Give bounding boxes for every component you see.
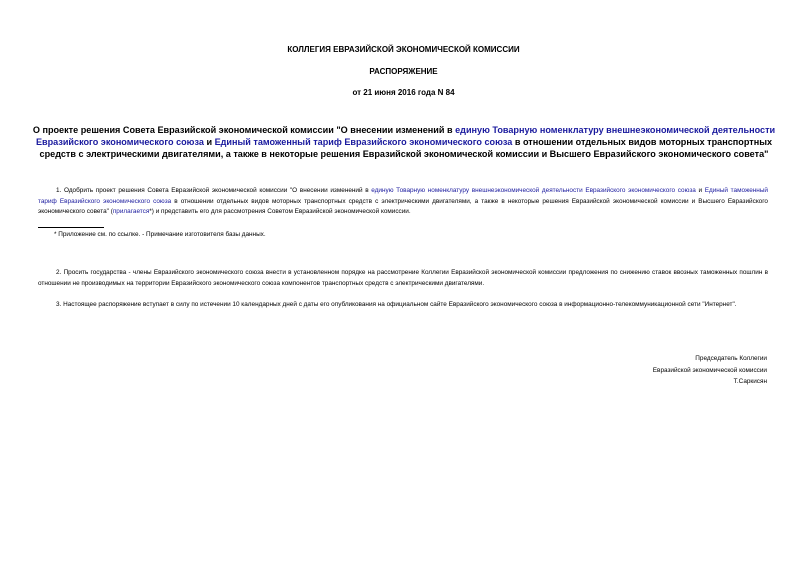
- signature-organization: Евразийской экономической комиссии: [652, 366, 767, 374]
- subject-link-tariff[interactable]: Единый таможенный тариф Евразийского экономического союза: [214, 137, 513, 147]
- paragraph-2: 2. Просить государства - члены Евразийского экономического союза внести в установленном порядке на рассмотрение Коллегии Евразийской экономической комиссии предложения по снижению ставок ввозных таможенных пошлин в отношении не производимых на территории Евразийского экономического союза компонентов транспортных средств с электрическими двигателями.: [38, 269, 768, 287]
- footnote: * Приложение см. по ссылке. - Примечание изготовителя базы данных.: [54, 231, 266, 238]
- issuing-authority: КОЛЛЕГИЯ ЕВРАЗИЙСКОЙ ЭКОНОМИЧЕСКОЙ КОМИССИИ: [287, 45, 520, 54]
- paragraph-1-text-2: и: [695, 187, 705, 194]
- document-date-number: от 21 июня 2016 года N 84: [352, 88, 455, 97]
- subject-link-nomenclature[interactable]: единую Товарную номенклатуру внешнеэкономической деятельности Евразийского экономического союза: [35, 125, 776, 147]
- paragraph-1-text-4: *) и представить его для рассмотрения Советом Евразийской экономической комиссии.: [149, 208, 411, 215]
- paragraph-1-text-3: в отношении отдельных видов моторных транспортных средств с электрическими двигателями, а также в некоторые решения Евразийской экономической комиссии и Высшего Евразийского экономического совета" (: [38, 197, 768, 215]
- signature-position: Председатель Коллегии: [695, 355, 767, 362]
- document-type: РАСПОРЯЖЕНИЕ: [369, 67, 438, 76]
- document-subject: [32, 124, 776, 160]
- paragraph-1-text-1: 1. Одобрить проект решения Совета Евразийской экономической комиссии "О внесении изменений в: [56, 187, 372, 194]
- subject-text-3: в отношении отдельных видов моторных транспортных средств с электрическими двигателями, а также в некоторые решения Евразийской экономической комиссии и Высшего Евразийского экономического совета": [39, 137, 773, 159]
- subject-text-1: О проекте решения Совета Евразийской экономической комиссии "О внесении изменений в: [32, 125, 456, 135]
- footnote-divider: [38, 227, 104, 228]
- paragraph-1-link-tariff[interactable]: Единый таможенный тариф Евразийского экономического союза: [38, 187, 768, 205]
- subject-text-2: и: [203, 137, 215, 147]
- signature-block: [653, 353, 767, 388]
- paragraph-1: [38, 186, 768, 218]
- signature-name: Т.Саркисян: [733, 378, 767, 385]
- paragraph-1-link-nomenclature[interactable]: единую Товарную номенклатуру внешнеэкономической деятельности Евразийского экономического союза: [371, 187, 696, 194]
- paragraph-3: 3. Настоящее распоряжение вступает в силу по истечении 10 календарных дней с даты его опубликования на официальном сайте Евразийского экономического союза в информационно-телекоммуникационной сети "Интернет".: [56, 301, 737, 308]
- paragraph-1-link-attachment[interactable]: прилагается: [112, 208, 150, 215]
